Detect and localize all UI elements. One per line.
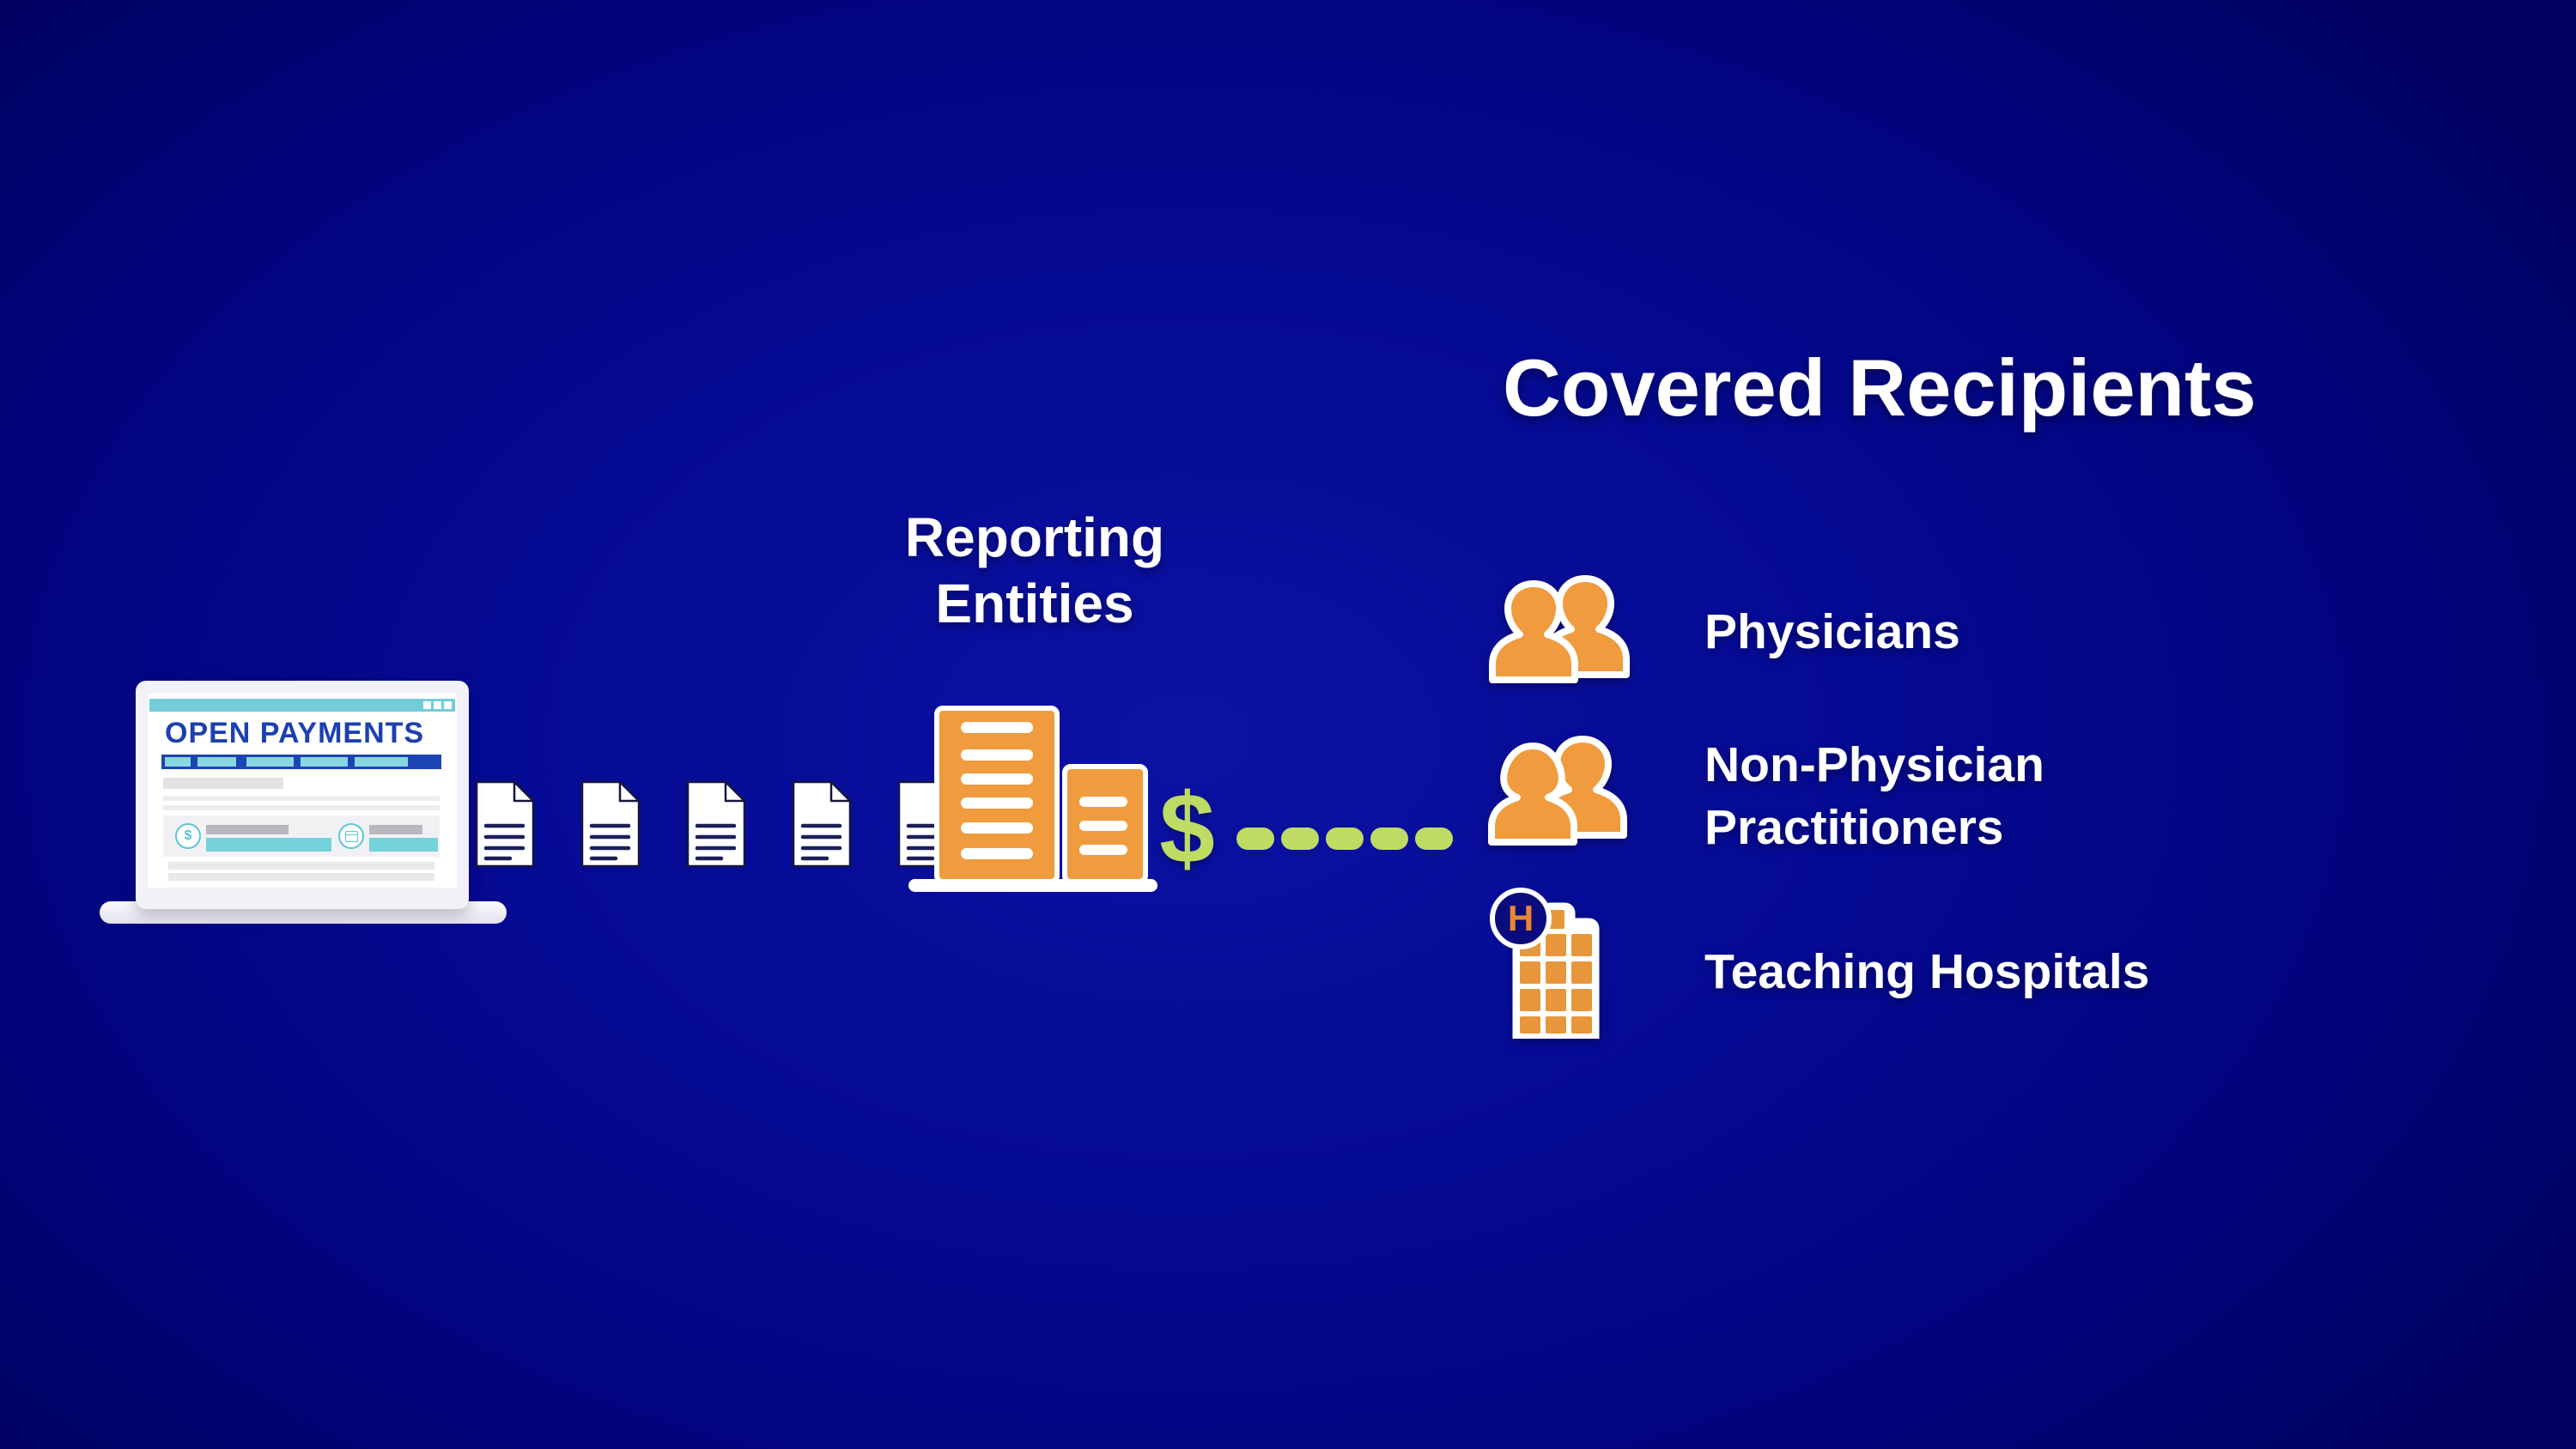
building-window [1079,797,1127,807]
physicians-icon [1484,573,1634,685]
document-icon [788,779,854,870]
table-row-placeholder [168,873,434,881]
dollar-circle-icon [175,823,201,849]
nav-tab-placeholder [165,757,191,767]
building-window [1079,845,1127,855]
non-physician-practitioners-label [1704,734,2044,859]
text-placeholder-bar [163,796,440,801]
heading-placeholder-bar [163,778,283,789]
nav-tab-placeholder [197,757,236,767]
dash [1326,828,1364,850]
field-input-placeholder [206,838,331,852]
window-control-square [444,701,452,709]
field-label-placeholder [369,825,422,834]
window-control-square [423,701,431,709]
laptop-screen [148,694,457,888]
site-nav-bar [161,755,441,769]
payment-dashed-line [1236,828,1453,850]
dash [1415,828,1453,850]
non-physician-line1: Non-Physician [1704,737,2044,792]
open-payments-site-title: OPEN PAYMENTS [165,717,425,749]
text-placeholder-bar [163,805,440,810]
dollar-sign: $ [1159,773,1215,884]
non-physician-practitioners-icon [1484,736,1634,847]
building-window [961,773,1033,785]
calendar-glyph [345,831,358,842]
hospital-h-badge [1490,888,1552,949]
document-icon [471,779,537,870]
search-panel-placeholder [163,815,440,857]
physicians-label: Physicians [1704,604,1960,659]
building-window [961,722,1033,733]
reporting-entities-label-line2: Entities [935,573,1134,634]
building-window [961,822,1033,834]
reporting-entities-building-small-icon [1062,764,1148,884]
document-icon [683,779,748,870]
laptop-illustration [136,681,469,909]
dash [1236,828,1274,850]
field-label-placeholder [206,825,289,834]
nav-tab-placeholder [355,757,408,767]
building-window [961,797,1033,809]
table-row-placeholder [168,862,434,870]
reporting-entities-building-icon [934,706,1060,884]
document-icon [577,779,642,870]
reporting-entities-label-line1: Reporting [904,506,1165,568]
building-window [1079,821,1127,831]
field-input-placeholder [369,838,438,852]
calendar-circle-icon [338,823,364,849]
covered-recipients-title: Covered Recipients [1503,343,2257,433]
building-window [961,848,1033,859]
dollar-glyph: $ [184,828,192,843]
dash [1370,828,1408,850]
reporting-entities-label [846,505,1224,637]
window-control-square [434,701,441,709]
building-ground-line [908,879,1157,892]
browser-address-bar [149,699,455,712]
non-physician-line2: Practitioners [1704,800,2004,855]
teaching-hospitals-label: Teaching Hospitals [1704,944,2150,999]
nav-tab-placeholder [301,757,348,767]
building-window [961,749,1033,761]
nav-tab-placeholder [246,757,294,767]
dash [1281,828,1319,850]
hospital-letter: H [1507,898,1534,938]
